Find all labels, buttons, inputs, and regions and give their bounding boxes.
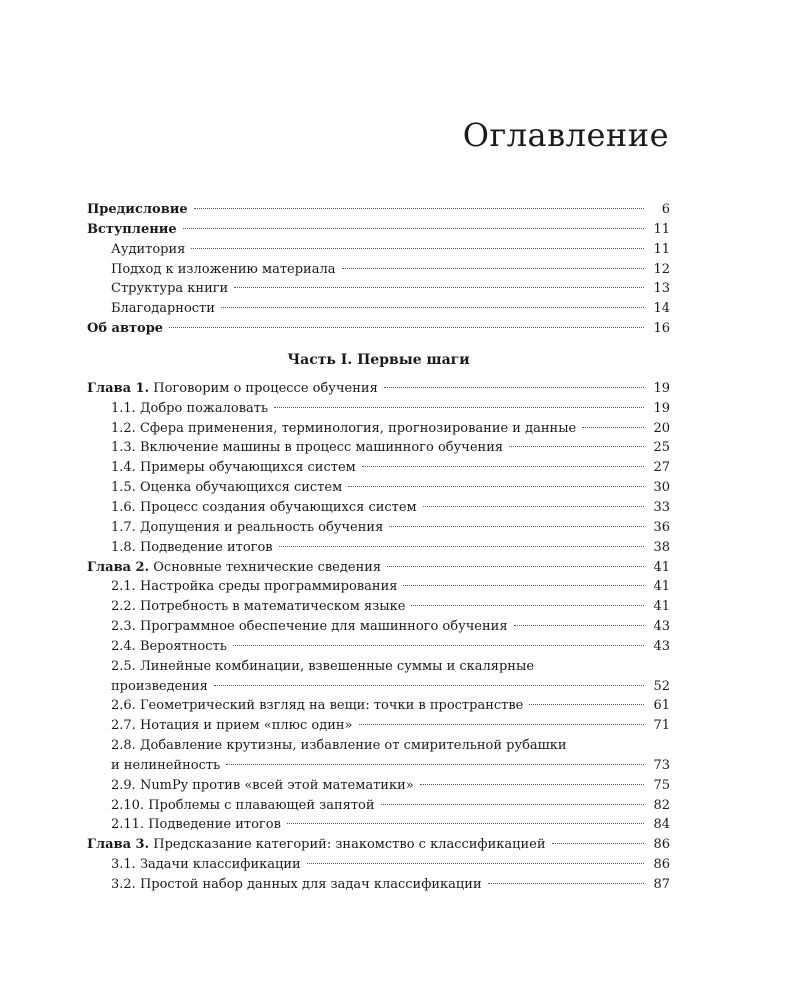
toc-entry-page: 6 bbox=[661, 202, 670, 217]
toc-section[interactable] bbox=[87, 538, 670, 558]
dot-leader bbox=[279, 546, 644, 547]
toc-entry-page: 87 bbox=[653, 877, 670, 892]
chapter-label: Глава 3. bbox=[87, 837, 150, 853]
toc-entry-page: 11 bbox=[653, 241, 670, 257]
toc-entry-title: 1.6. Процесс создания обучающихся систем bbox=[111, 499, 417, 515]
dot-leader bbox=[582, 427, 644, 428]
toc-section[interactable] bbox=[87, 716, 670, 736]
toc-entry-title: произведения bbox=[111, 678, 208, 694]
toc-entry-title bbox=[87, 558, 381, 578]
toc-entry-page: 43 bbox=[653, 619, 670, 635]
toc-entry-title: 2.9. NumPy против «всей этой математики» bbox=[111, 777, 414, 793]
toc-entry-page: 75 bbox=[653, 777, 670, 793]
toc-entry-page: 36 bbox=[653, 519, 670, 535]
toc-entry-title: Аудитория bbox=[111, 241, 186, 257]
toc-entry-page: 41 bbox=[653, 559, 670, 575]
chapter-label: Глава 1. bbox=[87, 380, 150, 396]
toc-entry-page: 41 bbox=[653, 599, 670, 615]
toc-section[interactable] bbox=[87, 756, 670, 776]
toc-entry-about-author[interactable] bbox=[87, 319, 670, 339]
toc-entry-page: 52 bbox=[653, 678, 670, 694]
dot-leader bbox=[509, 446, 644, 447]
dot-leader bbox=[214, 685, 644, 686]
toc-entry-page: 30 bbox=[653, 480, 670, 496]
dot-leader bbox=[381, 804, 644, 805]
toc-section[interactable] bbox=[87, 815, 670, 835]
toc-entry-page: 19 bbox=[653, 400, 670, 416]
dot-leader bbox=[403, 585, 644, 586]
toc-section[interactable] bbox=[87, 637, 670, 657]
toc-entry-page: 25 bbox=[653, 440, 670, 456]
dot-leader bbox=[359, 724, 644, 725]
toc-entry-title: 1.3. Включение машины в процесс машинного обучения bbox=[111, 440, 504, 456]
dot-leader bbox=[348, 486, 644, 487]
toc-entry-title: 2.6. Геометрический взгляд на вещи: точки в пространстве bbox=[111, 698, 524, 714]
toc-section[interactable] bbox=[87, 617, 670, 637]
dot-leader bbox=[423, 506, 644, 507]
dot-leader bbox=[287, 823, 644, 824]
toc-entry-title: 2.2. Потребность в математическом языке bbox=[111, 599, 406, 615]
chapter-label: Глава 2. bbox=[87, 559, 150, 575]
toc-entry-title: Вступление bbox=[87, 221, 177, 237]
dot-leader bbox=[411, 605, 644, 606]
dot-leader bbox=[420, 784, 644, 785]
toc-entry-page: 14 bbox=[653, 301, 670, 317]
dot-leader bbox=[226, 764, 644, 765]
toc-entry-introduction[interactable] bbox=[87, 220, 670, 240]
toc-entry-page: 73 bbox=[653, 757, 670, 773]
toc-entry-page: 12 bbox=[653, 261, 670, 277]
toc-section[interactable] bbox=[87, 875, 670, 895]
dot-leader bbox=[342, 268, 645, 269]
dot-leader bbox=[514, 625, 644, 626]
toc-entry-title: 2.7. Нотация и прием «плюс один» bbox=[111, 718, 353, 734]
toc-section[interactable] bbox=[87, 776, 670, 796]
toc-entry-approach[interactable] bbox=[87, 260, 670, 280]
toc-entry-title: 1.5. Оценка обучающихся систем bbox=[111, 480, 343, 496]
toc-section[interactable] bbox=[87, 458, 670, 478]
toc-section[interactable] bbox=[87, 478, 670, 498]
toc-entry-page: 71 bbox=[653, 718, 670, 734]
toc-entry-title: 1.2. Сфера применения, терминология, прогнозирование и данные bbox=[111, 420, 577, 436]
toc-entry-page: 13 bbox=[653, 281, 670, 297]
toc-entry-title: Предисловие bbox=[87, 202, 188, 217]
toc-section[interactable] bbox=[87, 399, 670, 419]
toc-entry-page: 16 bbox=[653, 321, 670, 337]
toc-entry-title: 1.4. Примеры обучающихся систем bbox=[111, 460, 356, 476]
toc-section[interactable] bbox=[87, 438, 670, 458]
dot-leader bbox=[183, 228, 644, 229]
toc-section[interactable] bbox=[87, 577, 670, 597]
toc-entry-page: 11 bbox=[653, 221, 670, 237]
toc-section[interactable] bbox=[87, 696, 670, 716]
toc-chapter-2[interactable] bbox=[87, 558, 670, 578]
dot-leader bbox=[169, 327, 644, 328]
toc-entry-page: 86 bbox=[653, 837, 670, 853]
dot-leader bbox=[362, 466, 644, 467]
dot-leader bbox=[233, 645, 644, 646]
part-heading: Часть I. Первые шаги bbox=[287, 351, 470, 368]
dot-leader bbox=[234, 287, 644, 288]
toc-entry-title: 2.11. Подведение итогов bbox=[111, 817, 281, 833]
toc-section-line[interactable]: 2.8. Добавление крутизны, избавление от смирительной рубашки bbox=[111, 738, 567, 754]
toc-section[interactable] bbox=[87, 597, 670, 617]
toc-entry-structure[interactable] bbox=[87, 279, 670, 299]
toc-section[interactable] bbox=[87, 498, 670, 518]
toc-section[interactable] bbox=[87, 855, 670, 875]
toc-entry-title: 2.3. Программное обеспечение для машинного обучения bbox=[111, 619, 508, 635]
dot-leader bbox=[274, 407, 644, 408]
toc-entry-page: 27 bbox=[653, 460, 670, 476]
toc-entry-title: 3.2. Простой набор данных для задач классификации bbox=[111, 877, 482, 892]
toc-entry-page: 19 bbox=[653, 380, 670, 396]
toc-section[interactable] bbox=[87, 677, 670, 697]
toc-entry-title: Об авторе bbox=[87, 321, 164, 337]
toc-chapter-3[interactable] bbox=[87, 835, 670, 855]
dot-leader bbox=[307, 863, 644, 864]
chapter-title: Основные технические сведения bbox=[153, 559, 382, 575]
toc-entry-title: 2.1. Настройка среды программирования bbox=[111, 579, 398, 595]
toc-entry-title: 1.7. Допущения и реальность обучения bbox=[111, 519, 384, 535]
toc-entry-title: 1.1. Добро пожаловать bbox=[111, 400, 269, 416]
toc-entry-title: 1.8. Подведение итогов bbox=[111, 539, 273, 555]
toc-entry-page: 20 bbox=[653, 420, 670, 436]
toc-section-line[interactable]: 2.5. Линейные комбинации, взвешенные суммы и скалярные bbox=[111, 658, 535, 674]
toc-entry-page: 84 bbox=[653, 817, 670, 833]
toc-entry-page: 82 bbox=[653, 797, 670, 813]
toc-entry-title bbox=[87, 379, 378, 399]
toc-entry-page: 43 bbox=[653, 638, 670, 654]
toc-entry-title: и нелинейность bbox=[111, 757, 221, 773]
dot-leader bbox=[221, 307, 644, 308]
toc-entry-preface[interactable] bbox=[87, 200, 670, 220]
table-of-contents bbox=[87, 200, 670, 895]
toc-section[interactable] bbox=[87, 518, 670, 538]
dot-leader bbox=[488, 883, 644, 884]
toc-entry-title bbox=[87, 835, 546, 855]
dot-leader bbox=[552, 843, 644, 844]
toc-entry-title: Подход к изложению материала bbox=[111, 261, 336, 277]
toc-entry-page: 61 bbox=[653, 698, 670, 714]
toc-entry-title: Структура книги bbox=[111, 281, 229, 297]
toc-entry-page: 41 bbox=[653, 579, 670, 595]
toc-entry-page: 38 bbox=[653, 539, 670, 555]
toc-section[interactable] bbox=[87, 796, 670, 816]
chapter-title: Поговорим о процессе обучения bbox=[153, 380, 378, 396]
toc-chapter-1[interactable] bbox=[87, 379, 670, 399]
toc-entry-acknowledgements[interactable] bbox=[87, 299, 670, 319]
toc-entry-title: 2.10. Проблемы с плавающей запятой bbox=[111, 797, 375, 813]
dot-leader bbox=[387, 566, 644, 567]
toc-entry-title: Благодарности bbox=[111, 301, 215, 317]
toc-entry-title: 3.1. Задачи классификации bbox=[111, 857, 301, 873]
toc-entry-page: 33 bbox=[653, 499, 670, 515]
dot-leader bbox=[529, 704, 644, 705]
toc-entry-title: 2.4. Вероятность bbox=[111, 638, 227, 654]
dot-leader bbox=[389, 526, 644, 527]
toc-section[interactable] bbox=[87, 419, 670, 439]
dot-leader bbox=[194, 208, 644, 209]
dot-leader bbox=[191, 248, 644, 249]
page-title: Оглавление bbox=[462, 116, 669, 154]
dot-leader bbox=[384, 387, 644, 388]
chapter-title: Предсказание категорий: знакомство с классификацией bbox=[153, 837, 546, 853]
toc-entry-audience[interactable] bbox=[87, 240, 670, 260]
toc-entry-page: 86 bbox=[653, 857, 670, 873]
